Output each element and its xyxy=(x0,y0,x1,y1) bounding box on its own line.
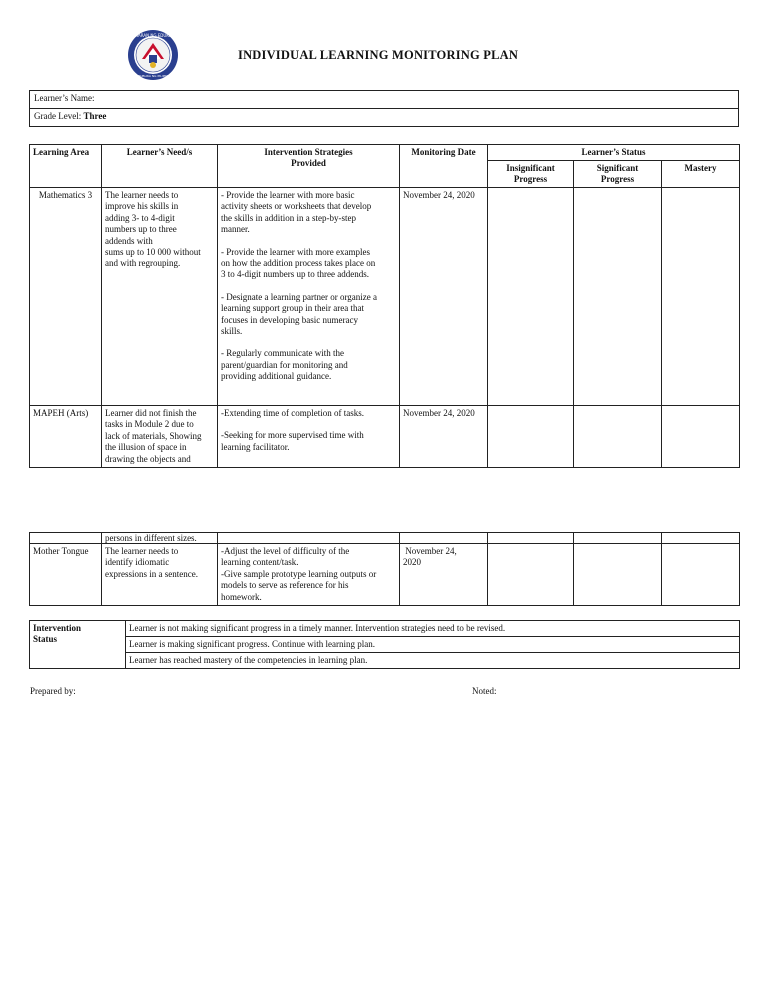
monitoring-date-cell: November 24, 2020 xyxy=(400,406,488,468)
insignificant-cell[interactable] xyxy=(488,533,574,544)
needs-cell: persons in different sizes. xyxy=(102,533,218,544)
grade-level-cell xyxy=(30,109,739,127)
intervention-status-label: Intervention Status xyxy=(30,621,126,669)
strategies-cell: - Provide the learner with more basic activity sheets or worksheets that develop the skills in addition in a step-by-step manner. - Provide the learner with more examples on how the addition process takes place on 3 to 4-digit numbers up to three addends. - Designate a learning partner or organize a learning support group in their area that focuses in developing basic numeracy skills. - Regularly communicate with the parent/guardian for monitoring and providing additional guidance. xyxy=(218,188,400,406)
col-insignificant-progress: Insignificant Progress xyxy=(488,161,574,188)
needs-cell: The learner needs to identify idiomatic expressions in a sentence. xyxy=(102,544,218,606)
significant-cell[interactable] xyxy=(574,533,662,544)
strategies-cell xyxy=(218,533,400,544)
col-needs: Learner’s Need/s xyxy=(102,145,218,188)
col-mastery: Mastery xyxy=(662,161,740,188)
insignificant-cell[interactable] xyxy=(488,406,574,468)
insignificant-cell[interactable] xyxy=(488,188,574,406)
svg-text:REPUBLIKA NG PILIPINAS: REPUBLIKA NG PILIPINAS xyxy=(134,74,172,78)
needs-cell: Learner did not finish the tasks in Module 2 due to lack of materials, Showing the illusion of space in drawing the objects and xyxy=(102,406,218,468)
monitoring-date-cell: November 24, 2020 xyxy=(400,188,488,406)
monitoring-table-continued xyxy=(29,532,740,606)
header-row-1 xyxy=(30,145,740,161)
strategies-cell: -Adjust the level of difficulty of the learning content/task. -Give sample prototype learning outputs or models to serve as reference for his homework. xyxy=(218,544,400,606)
mastery-cell[interactable] xyxy=(662,544,740,606)
learner-name-row xyxy=(30,91,739,109)
learning-area-cell: Mathematics 3 xyxy=(30,188,102,406)
learning-area-cell: MAPEH (Arts) xyxy=(30,406,102,468)
mastery-cell[interactable] xyxy=(662,188,740,406)
status-row xyxy=(30,621,740,637)
col-strategies: Intervention Strategies Provided xyxy=(218,145,400,188)
table-row xyxy=(30,544,740,606)
status-item: Learner has reached mastery of the competencies in learning plan. xyxy=(126,653,740,669)
learner-name-cell xyxy=(30,91,739,109)
learner-name-label: Learner’s Name: xyxy=(34,93,95,103)
col-learner-status: Learner’s Status xyxy=(488,145,740,161)
insignificant-cell[interactable] xyxy=(488,544,574,606)
grade-level-row xyxy=(30,109,739,127)
col-significant-progress: Significant Progress xyxy=(574,161,662,188)
status-item: Learner is not making significant progress in a timely manner. Intervention strategies need to be revised. xyxy=(126,621,740,637)
significant-cell[interactable] xyxy=(574,406,662,468)
deped-seal-logo xyxy=(123,29,183,81)
monitoring-table xyxy=(29,144,740,468)
col-learning-area: Learning Area xyxy=(30,145,102,188)
table-row xyxy=(30,406,740,468)
learner-info-table xyxy=(29,90,739,127)
strategies-cell: -Extending time of completion of tasks. -Seeking for more supervised time with learning facilitator. xyxy=(218,406,400,468)
needs-cell: The learner needs to improve his skills in adding 3- to 4-digit numbers up to three addends with sums up to 10 000 without and with regrouping. xyxy=(102,188,218,406)
mastery-cell[interactable] xyxy=(662,533,740,544)
col-monitoring-date: Monitoring Date xyxy=(400,145,488,188)
prepared-by-label: Prepared by: xyxy=(30,686,76,696)
table-row xyxy=(30,533,740,544)
grade-level-label: Grade Level: xyxy=(34,111,82,121)
learning-area-cell xyxy=(30,533,102,544)
significant-cell[interactable] xyxy=(574,544,662,606)
page-title: INDIVIDUAL LEARNING MONITORING PLAN xyxy=(238,48,519,62)
intervention-status-table xyxy=(29,620,740,669)
status-row xyxy=(30,637,740,653)
table-row xyxy=(30,188,740,406)
noted-label: Noted: xyxy=(472,686,497,696)
monitoring-date-cell xyxy=(400,533,488,544)
mastery-cell[interactable] xyxy=(662,406,740,468)
learning-area-cell: Mother Tongue xyxy=(30,544,102,606)
status-row xyxy=(30,653,740,669)
significant-cell[interactable] xyxy=(574,188,662,406)
status-item: Learner is making significant progress. Continue with learning plan. xyxy=(126,637,740,653)
svg-text:KAGAWARAN NG EDUKASYON: KAGAWARAN NG EDUKASYON xyxy=(123,33,183,38)
monitoring-date-cell: November 24, 2020 xyxy=(400,544,488,606)
grade-level-value: Three xyxy=(83,111,107,121)
